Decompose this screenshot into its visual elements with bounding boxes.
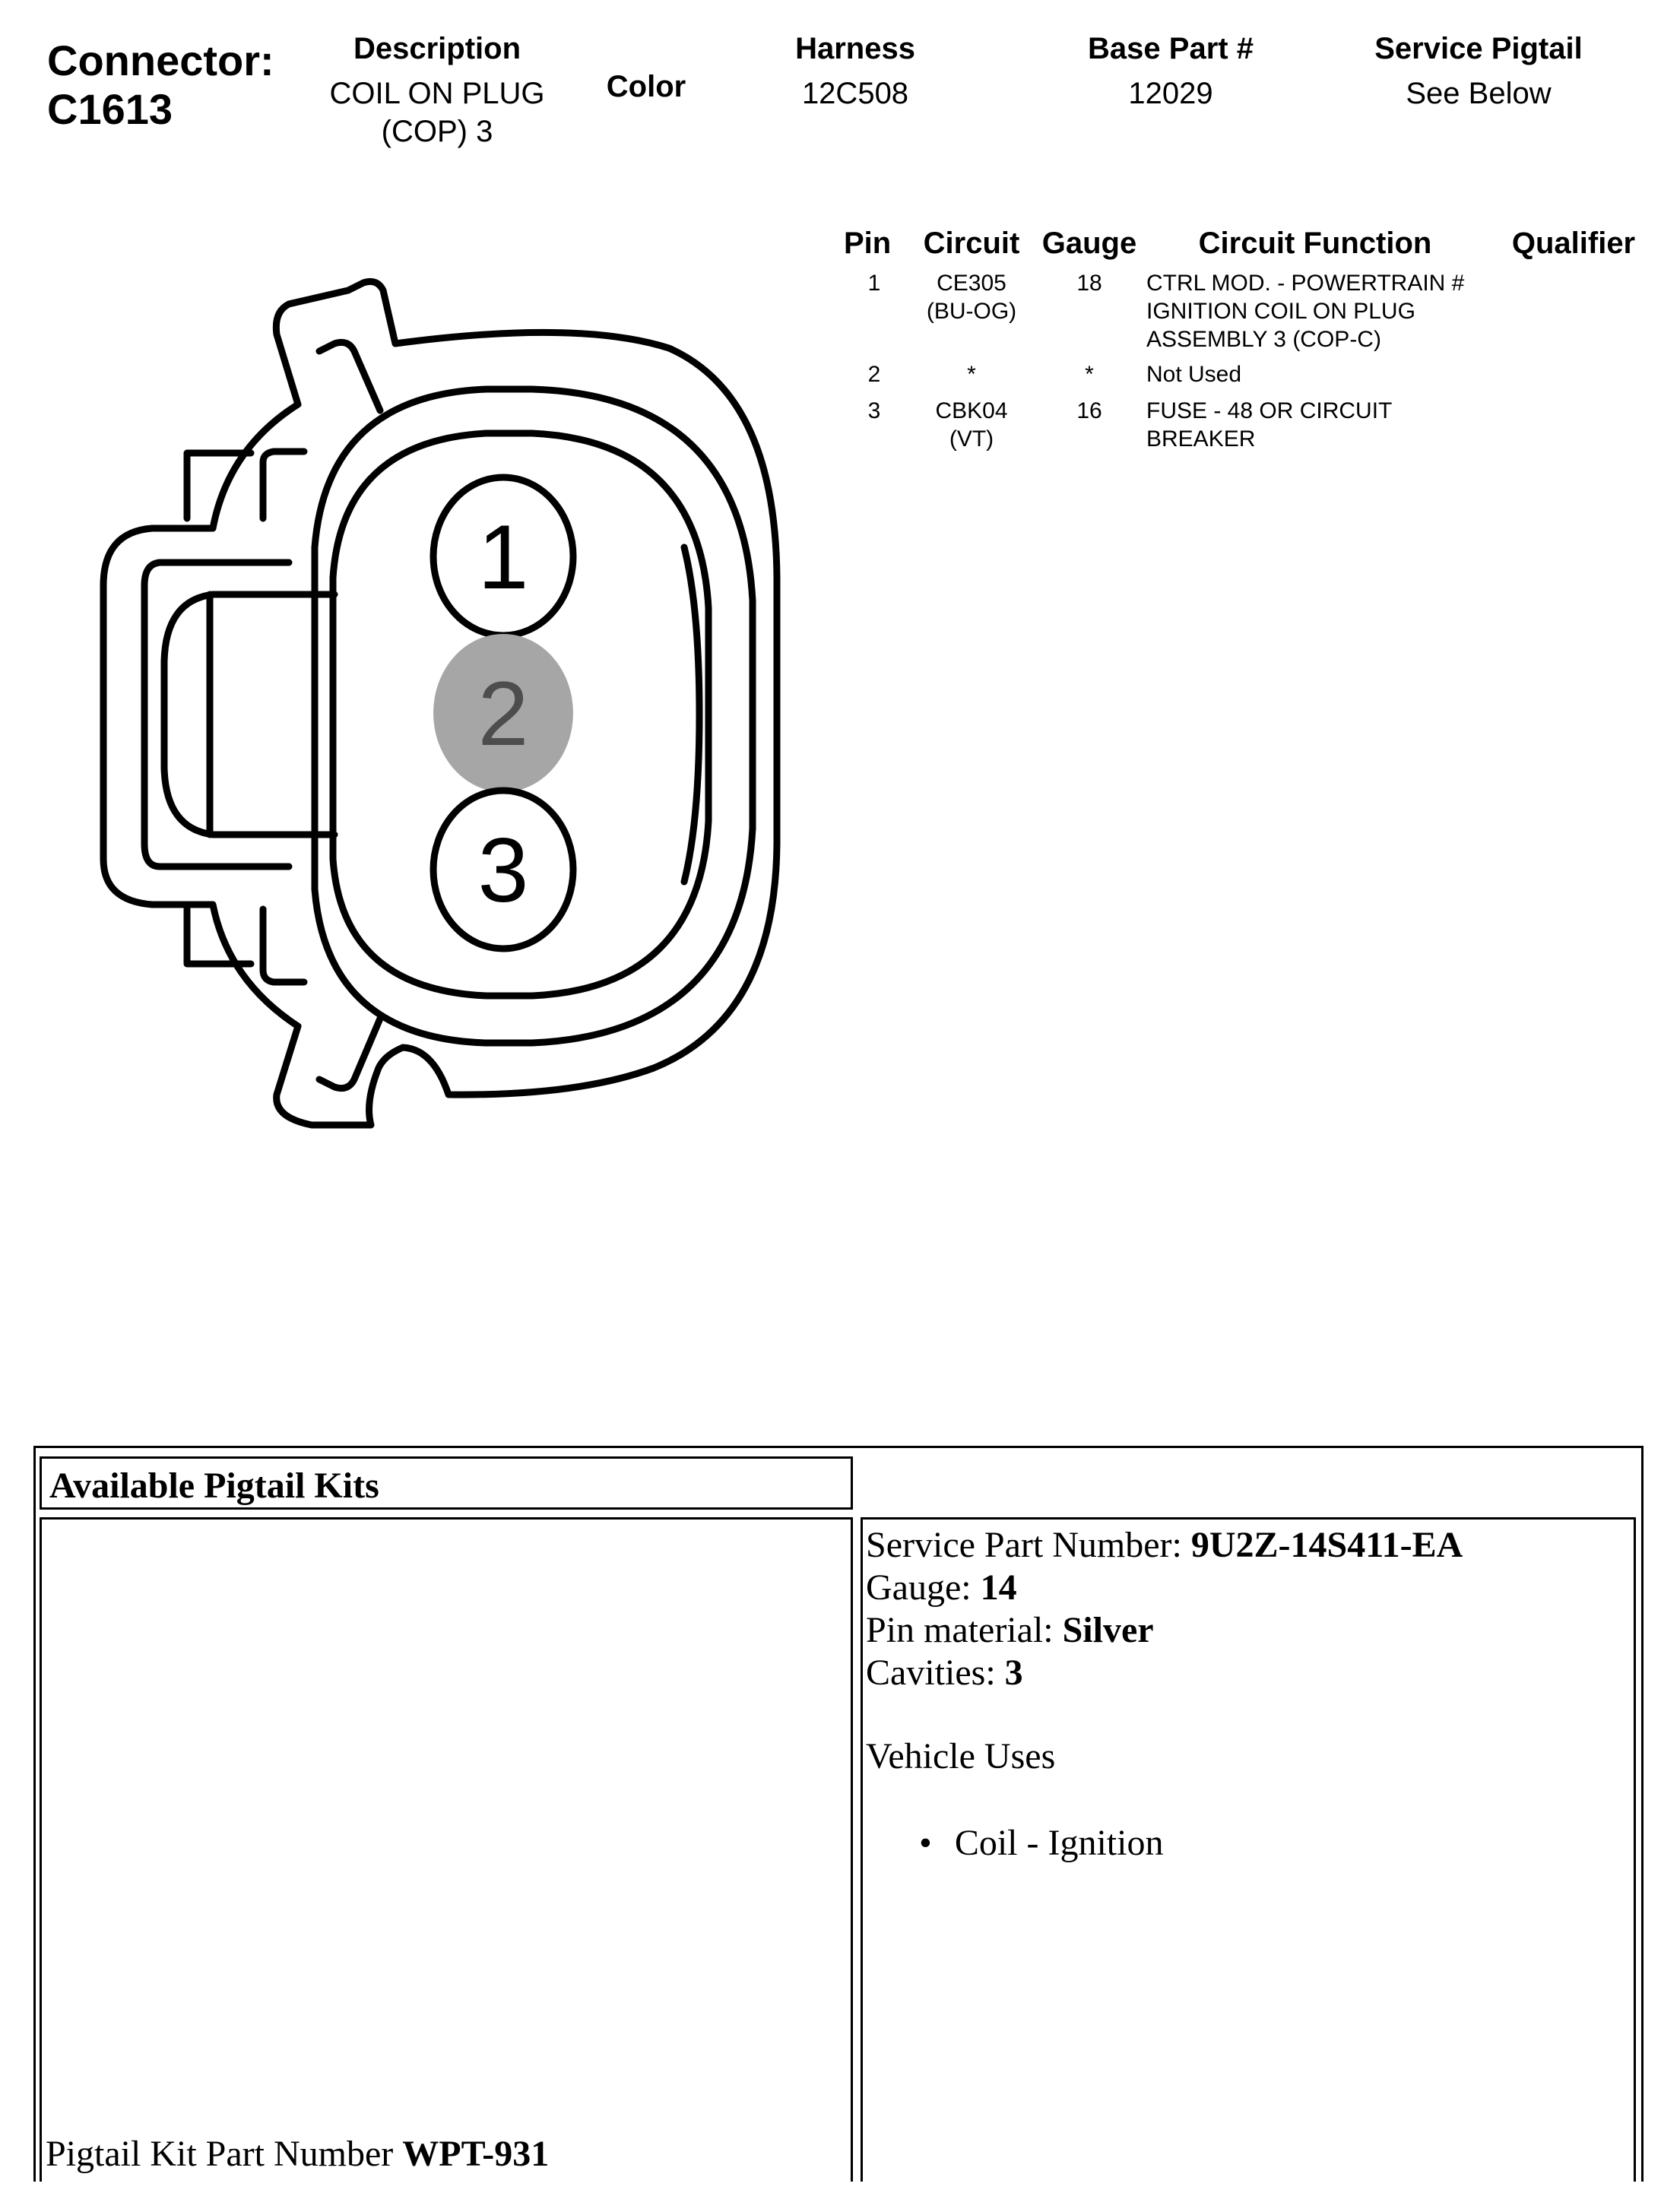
vehicle-use-item (919, 1822, 1631, 1865)
pin-1-label: 1 (477, 506, 529, 608)
vehicle-uses-list (866, 1822, 1631, 1865)
row2-function: Not Used (1146, 362, 1242, 387)
row2-gauge: * (1085, 362, 1094, 387)
description-value-line2: (COP) 3 (381, 115, 493, 148)
row3-function-line2: BREAKER (1146, 426, 1256, 452)
row1-circuit-id: CE305 (937, 271, 1006, 296)
harness-value: 12C508 (801, 77, 909, 110)
harness-label: Harness (795, 32, 915, 65)
gauge-header: Gauge (1041, 227, 1137, 260)
gauge-value: 14 (980, 1567, 1017, 1608)
row1-circuit-color: (BU-OG) (926, 299, 1017, 324)
pigtail-title-cell (40, 1456, 853, 1510)
color-label: Color (606, 70, 686, 103)
circuit-function-header: Circuit Function (1198, 227, 1432, 260)
connector-top-latch (319, 342, 380, 410)
connector-inner-edge (684, 547, 699, 882)
base-part-label: Base Part # (1088, 32, 1254, 65)
gauge-line (866, 1567, 1631, 1609)
pigtail-image-cell (40, 1517, 853, 2182)
cavities-line (866, 1652, 1631, 1694)
row3-gauge: 16 (1076, 398, 1102, 423)
row1-gauge: 18 (1076, 271, 1102, 296)
service-pigtail-value: See Below (1406, 77, 1552, 110)
row1-function-line2: IGNITION COIL ON PLUG (1146, 299, 1415, 324)
row3-function-line1: FUSE - 48 OR CIRCUIT (1146, 398, 1393, 423)
description-value-line1: COIL ON PLUG (329, 77, 545, 110)
pin-material-line (866, 1609, 1631, 1652)
row2-circuit: * (967, 362, 976, 387)
circuit-header: Circuit (923, 227, 1020, 260)
service-part-line (866, 1524, 1631, 1567)
service-pigtail-column (1338, 30, 1619, 113)
pigtail-details-cell (861, 1517, 1636, 2182)
connector-face-diagram (0, 0, 836, 1216)
cavities-label: Cavities: (866, 1653, 1005, 1693)
pigtail-section-title: Available Pigtail Kits (49, 1466, 379, 1506)
row3-pin: 3 (867, 398, 881, 423)
base-part-value: 12029 (1128, 77, 1213, 110)
row1-function (1146, 269, 1496, 353)
row3-circuit-color: (VT) (949, 426, 994, 452)
pin-material-label: Pin material: (866, 1610, 1063, 1650)
base-part-column (1049, 30, 1292, 113)
row1-function-line1: CTRL MOD. - POWERTRAIN # (1146, 271, 1465, 296)
description-label: Description (353, 32, 521, 65)
bullet-icon: • (919, 1823, 932, 1863)
vehicle-uses-label: Vehicle Uses (866, 1736, 1056, 1776)
row3-circuit (911, 397, 1032, 453)
row2-pin: 2 (867, 362, 881, 387)
service-part-number: 9U2Z-14S411-EA (1190, 1525, 1463, 1565)
connector-id: C1613 (47, 85, 173, 133)
cavities-value: 3 (1004, 1653, 1023, 1693)
connector-label: Connector: (47, 36, 274, 84)
pin-3-label: 3 (477, 819, 529, 921)
pigtail-details (863, 1520, 1634, 1865)
connector-lower-rib-2 (263, 909, 304, 982)
row3-circuit-id: CBK04 (935, 398, 1008, 423)
service-pigtail-label: Service Pigtail (1374, 32, 1583, 65)
service-part-label: Service Part Number: (866, 1525, 1191, 1565)
gauge-label: Gauge: (866, 1567, 981, 1608)
connector-side-key-inner (164, 594, 334, 835)
pin-header: Pin (844, 227, 892, 260)
row3-function (1146, 397, 1496, 453)
row1-pin: 1 (867, 271, 881, 296)
pigtail-kit-part (46, 2133, 844, 2176)
pin-cavities (433, 477, 573, 949)
vehicle-use-text: Coil - Ignition (954, 1823, 1164, 1863)
row1-circuit (911, 269, 1032, 325)
qualifier-header: Qualifier (1511, 227, 1636, 260)
pigtail-kit-part-label: Pigtail Kit Part Number (46, 2134, 403, 2174)
row1-function-line3: ASSEMBLY 3 (COP-C) (1146, 327, 1381, 352)
pigtail-kit-part-number: WPT-931 (402, 2134, 550, 2174)
pin-material-value: Silver (1062, 1610, 1154, 1650)
pin-2-label: 2 (477, 663, 529, 765)
connector-bottom-latch (319, 1019, 380, 1089)
connector-upper-rib (263, 452, 304, 518)
